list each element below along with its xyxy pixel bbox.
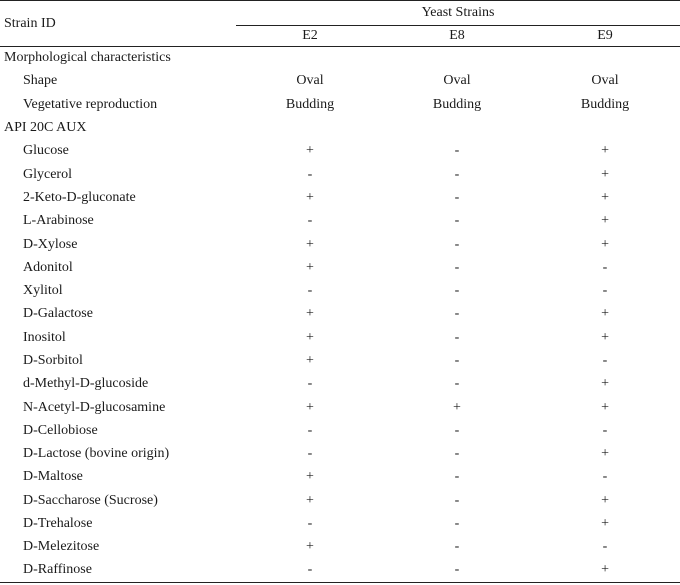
table-row: [0, 489, 680, 512]
cell-e9: -: [602, 539, 608, 555]
cell-e8: -: [454, 189, 460, 205]
column-header-e8: E8: [384, 26, 530, 47]
table-row: [0, 186, 680, 209]
cell-e8: -: [454, 422, 460, 438]
section-title: API 20C AUX: [4, 120, 87, 136]
cell-e8: -: [454, 329, 460, 345]
cell-e2: +: [306, 539, 314, 555]
cell-e8: Budding: [432, 96, 482, 112]
table-row: [0, 233, 680, 256]
row-label: D-Cellobiose: [23, 422, 98, 438]
cell-e9: +: [601, 446, 609, 462]
cell-e2: +: [306, 329, 314, 345]
cell-e9: +: [601, 236, 609, 252]
cell-e9: -: [602, 353, 608, 368]
cell-e9: +: [601, 189, 609, 205]
row-label: N-Acetyl-D-glucosamine: [23, 399, 166, 415]
cell-e9: Oval: [591, 73, 619, 89]
table-row: [0, 279, 680, 302]
table-row: [0, 512, 680, 535]
cell-e9: +: [601, 329, 609, 345]
section-title: Morphological characteristics: [4, 50, 171, 66]
row-label: Vegetative reproduction: [23, 96, 158, 112]
row-label: L-Arabinose: [23, 213, 94, 229]
cell-e9: +: [601, 516, 609, 532]
cell-e2: -: [307, 283, 313, 299]
cell-e2: +: [306, 492, 314, 508]
row-label: D-Maltose: [23, 469, 83, 485]
cell-e8: -: [454, 446, 460, 462]
table-row: [0, 210, 680, 233]
cell-e9: -: [602, 422, 608, 438]
cell-e8: -: [454, 376, 460, 392]
cell-e2: +: [306, 189, 314, 205]
cell-e2: +: [306, 236, 314, 252]
row-label: 2-Keto-D-gluconate: [23, 189, 136, 205]
cell-e8: Oval: [443, 73, 471, 89]
column-header-e2: E2: [236, 26, 384, 47]
cell-e9: -: [602, 469, 608, 485]
column-header-e9: E9: [530, 26, 680, 47]
row-label: Inositol: [23, 329, 66, 345]
table-row: [0, 93, 680, 116]
cell-e8: +: [453, 399, 461, 415]
cell-e9: +: [601, 399, 609, 415]
cell-e2: -: [236, 559, 384, 582]
cell-e9: Budding: [580, 96, 630, 112]
table-header: [0, 1, 680, 47]
table-row: [0, 419, 680, 442]
cell-e2: -: [307, 376, 313, 392]
row-label: d-Methyl-D-glucoside: [23, 376, 149, 392]
cell-e2: -: [307, 516, 313, 532]
cell-e8: -: [454, 492, 460, 508]
cell-e8: -: [384, 559, 530, 582]
cell-e9: +: [601, 376, 609, 392]
cell-e8: -: [454, 213, 460, 229]
table-row: [0, 256, 680, 279]
cell-e2: +: [306, 306, 314, 322]
row-label: Shape: [23, 73, 58, 89]
cell-e8: -: [454, 259, 460, 275]
cell-e8: -: [454, 236, 460, 252]
section-row: [0, 47, 680, 70]
cell-e8: -: [454, 306, 460, 322]
cell-e2: +: [306, 399, 314, 415]
table-row: [0, 443, 680, 466]
cell-e8: -: [454, 283, 460, 299]
row-label: D-Sorbitol: [23, 353, 83, 368]
table-row: [0, 140, 680, 163]
cell-e8: -: [454, 353, 460, 368]
table-row: [0, 326, 680, 349]
strain-id-header: Strain ID: [0, 1, 236, 47]
table-row: [0, 303, 680, 326]
row-label: D-Trehalose: [23, 516, 93, 532]
row-label: D-Saccharose (Sucrose): [23, 492, 158, 508]
row-label: D-Melezitose: [23, 539, 100, 555]
cell-e2: +: [306, 143, 314, 159]
cell-e9: -: [602, 259, 608, 275]
table-row: [0, 373, 680, 396]
cell-e2: +: [306, 259, 314, 275]
yeast-strains-group-header: Yeast Strains: [236, 1, 680, 26]
row-label: Adonitol: [23, 259, 73, 275]
table-row: [0, 396, 680, 419]
cell-e2: Oval: [296, 73, 324, 89]
cell-e2: -: [307, 213, 313, 229]
cell-e8: -: [454, 143, 460, 159]
row-label: Glycerol: [23, 166, 72, 182]
table-row: [0, 536, 680, 559]
table-row: [0, 559, 680, 582]
table-row: [0, 466, 680, 489]
row-label: Xylitol: [23, 283, 63, 299]
cell-e2: -: [307, 422, 313, 438]
row-label: Glucose: [23, 143, 69, 159]
cell-e2: +: [306, 469, 314, 485]
cell-e9: +: [601, 213, 609, 229]
cell-e2: -: [307, 166, 313, 182]
cell-e9: +: [530, 559, 680, 582]
section-row: [0, 116, 680, 139]
row-label: D-Xylose: [23, 236, 78, 252]
cell-e9: +: [601, 143, 609, 159]
row-label: D-Galactose: [23, 306, 93, 322]
cell-e9: +: [601, 166, 609, 182]
table-row: [0, 70, 680, 93]
cell-e9: +: [601, 492, 609, 508]
table-row: [0, 163, 680, 186]
row-label: D-Raffinose: [0, 559, 236, 582]
cell-e9: -: [602, 283, 608, 299]
row-label: D-Lactose (bovine origin): [23, 446, 170, 462]
cell-e2: -: [307, 446, 313, 462]
cell-e8: -: [454, 469, 460, 485]
table-body: [0, 47, 680, 583]
cell-e8: -: [454, 516, 460, 532]
table-row: [0, 349, 680, 372]
cell-e2: +: [306, 353, 314, 368]
cell-e8: -: [454, 166, 460, 182]
cell-e9: +: [601, 306, 609, 322]
cell-e8: -: [454, 539, 460, 555]
cell-e2: Budding: [285, 96, 335, 112]
